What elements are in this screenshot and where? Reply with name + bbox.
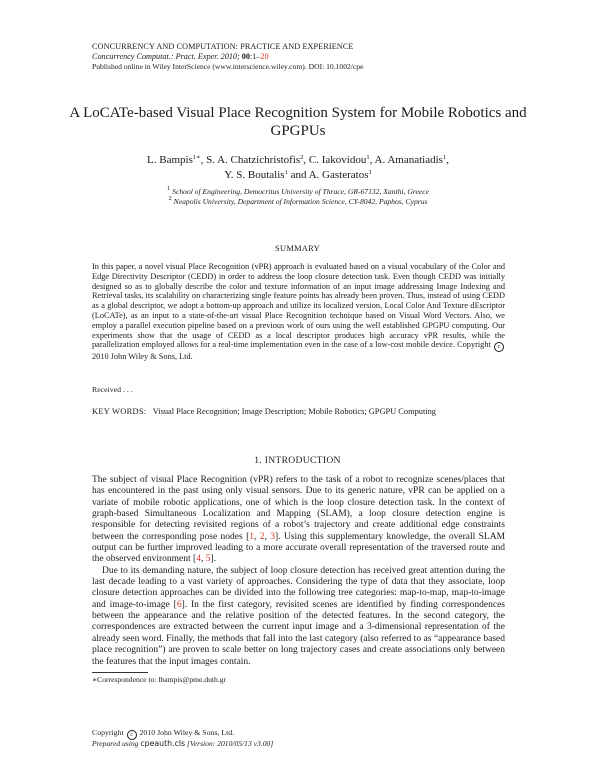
author-affil-mark: 2 [300,154,304,161]
author-line-1 [60,153,536,168]
affil-mark: 1 [167,185,171,192]
author-affil-mark: 1 [366,154,370,161]
text-run: The subject of visual Place Recognition (vPR) refers to the task of a robot to recognize scenes/places that has encountered in the past using only visual sensors. Due to its generic nature, vPR can be applied on a variate of mobile robotic applications, one of which is the loop closure detection task. In the context of graph-based Simultaneous Localization and Mapping (SLAM), a loop closure detection engine is responsible for detecting revisited regions of a robot’s trajectory and create additional edge constraints between the corresponding pose nodes [ [92,475,505,542]
author-name: , C. Iakovidou [303,154,367,166]
affil-text: School of Engineering, Democritus University of Thrace, GR-67132, Xanthi, Greece [170,187,429,196]
affil-text: Neapolis University, Department of Information Science, CY-8042, Paphos, Cyprus [171,197,428,206]
keywords-text: Visual Place Recognition; Image Description; Mobile Robotics; GPGPU Computing [152,407,436,416]
affil-mark: 2 [168,195,172,202]
section-title-introduction: 1. INTRODUCTION [254,455,341,466]
text-run: , [200,554,206,565]
publication-info: Published online in Wiley InterScience (www.interscience.wiley.com). DOI: 10.1002/cpe [92,62,364,71]
author-name: Y. S. Boutalis [224,169,285,181]
footer-text: [Version: 2010/05/13 v3.00] [185,739,274,748]
keywords [92,407,512,416]
copyright-symbol: c [127,730,137,740]
abstract-copyright: 2010 John Wiley & Sons, Ltd. [92,352,193,362]
author-affil-mark: 1∗ [192,154,201,161]
summary-heading: SUMMARY [275,244,320,253]
author-line-2 [60,168,536,183]
copyright-symbol: c [494,342,504,352]
footer-prepared [92,739,273,748]
paper-title: A LoCATe-based Visual Place Recognition System for Mobile Robotics and GPGPUs [69,105,527,139]
footer-text: 2010 John Wiley & Sons, Ltd. [137,728,235,737]
footer-text: Prepared using [92,739,141,748]
citation-volume: 00 [241,52,250,61]
body-text [92,475,505,668]
abstract-text: In this paper, a novel visual Place Recognition (vPR) approach is evaluated based on a visual vocabulary of the Color and Edge Directivity Descriptor (CEDD) in order to address the loop closure detection task. Even though CEDD was initially designed so as to globally describe the color and texture information of an input image addressing Image Indexing and Retrieval tasks, its scalability on characterizing single feature points has already been proven. Thus, instead of using CEDD as a global descriptor, we adopt a bottom-up approach and utilize its localized version, Local Color And Texture dEscriptor (LoCATe), as an input to a state-of-the-art visual Place Recognition technique based on Visual Word Vectors. Also, we employ a parallel execution pipeline based on a previous work of ours using the well established GPGPU computing. Our experiments show that the usage of CEDD as a local descriptor produces high accuracy vPR results, while the parallelization employed allows for a real-time implementation even in the case of a low-cost mobile device. Copyright [92,262,505,350]
affiliations [60,187,536,207]
citation-issue: :1– [249,52,261,61]
author-list [60,153,536,183]
footer-text: Copyright [92,728,126,737]
text-run: , [264,531,271,542]
author-affil-mark: 1 [442,154,447,161]
abstract [92,262,505,362]
citation-link[interactable]: 4 [196,554,201,565]
citation-link[interactable]: 1 [249,531,254,542]
class-file-name: cpeauth.cls [140,739,186,748]
author-name: and A. Gasteratos [287,169,369,181]
journal-header [92,42,512,72]
author-name: , S. A. Chatzichristofis [200,154,301,166]
author-name: , A. Amanatiadis [369,154,443,166]
keywords-label: KEY WORDS: [92,407,147,416]
received-line: Received . . . [92,385,133,394]
citation-link[interactable]: 3 [270,531,276,542]
citation-link[interactable]: 6 [176,599,182,610]
text-run: ]. In the first category, revisited scenes are identified by finding correspondences between the appearance and the relative position of the detected features. In the second category, the correspondences are extracted between the current input image and a 3-dimensional representation of the already seen word. Finally, the methods that fall into the last category (also referred to as “appearance based place recognition”) are proven to scale better on long trajectory cases and create associations only between the features that the input images contain. [92,599,505,667]
citation-link[interactable]: 2 [259,531,265,542]
footnote-rule [92,672,148,673]
author-separator: , [446,154,449,166]
text-run: , [254,531,260,542]
citation-link[interactable]: 5 [205,554,211,565]
journal-name: CONCURRENCY AND COMPUTATION: PRACTICE AND EXPERIENCE [92,42,354,51]
text-run: Due to its demanding nature, the subject of loop closure detection has received great attention during the last decade leading to a vast variety of approaches. Considering the type of data that they associate, loop closure detection approaches can be divided into the following tree categories: map-to-map, map-to-image and image-to-image [ [92,565,505,610]
citation-pages-link[interactable]: 20 [260,52,269,61]
author-affil-mark: 1 [368,169,372,176]
author-affil-mark: 1 [284,169,288,176]
citation-prefix: Concurrency Computat.: Pract. Exper. [92,52,219,61]
citation-year: 2010; [218,52,242,61]
text-run: ]. Using this supplementary knowledge, the overall SLAM output can be further improved leading to a more accurate overall representation of the traversed route and the observed environment [ [92,531,506,565]
author-name: L. Bampis [147,154,193,166]
footnote-correspondence: ∗Correspondence to: lbampis@pme.duth.gr [92,675,227,684]
paragraph [92,475,505,566]
paragraph [92,566,505,668]
affiliation-1 [60,187,536,197]
text-run: ]. [210,554,216,565]
affiliation-2 [60,197,536,207]
journal-citation [92,52,512,62]
